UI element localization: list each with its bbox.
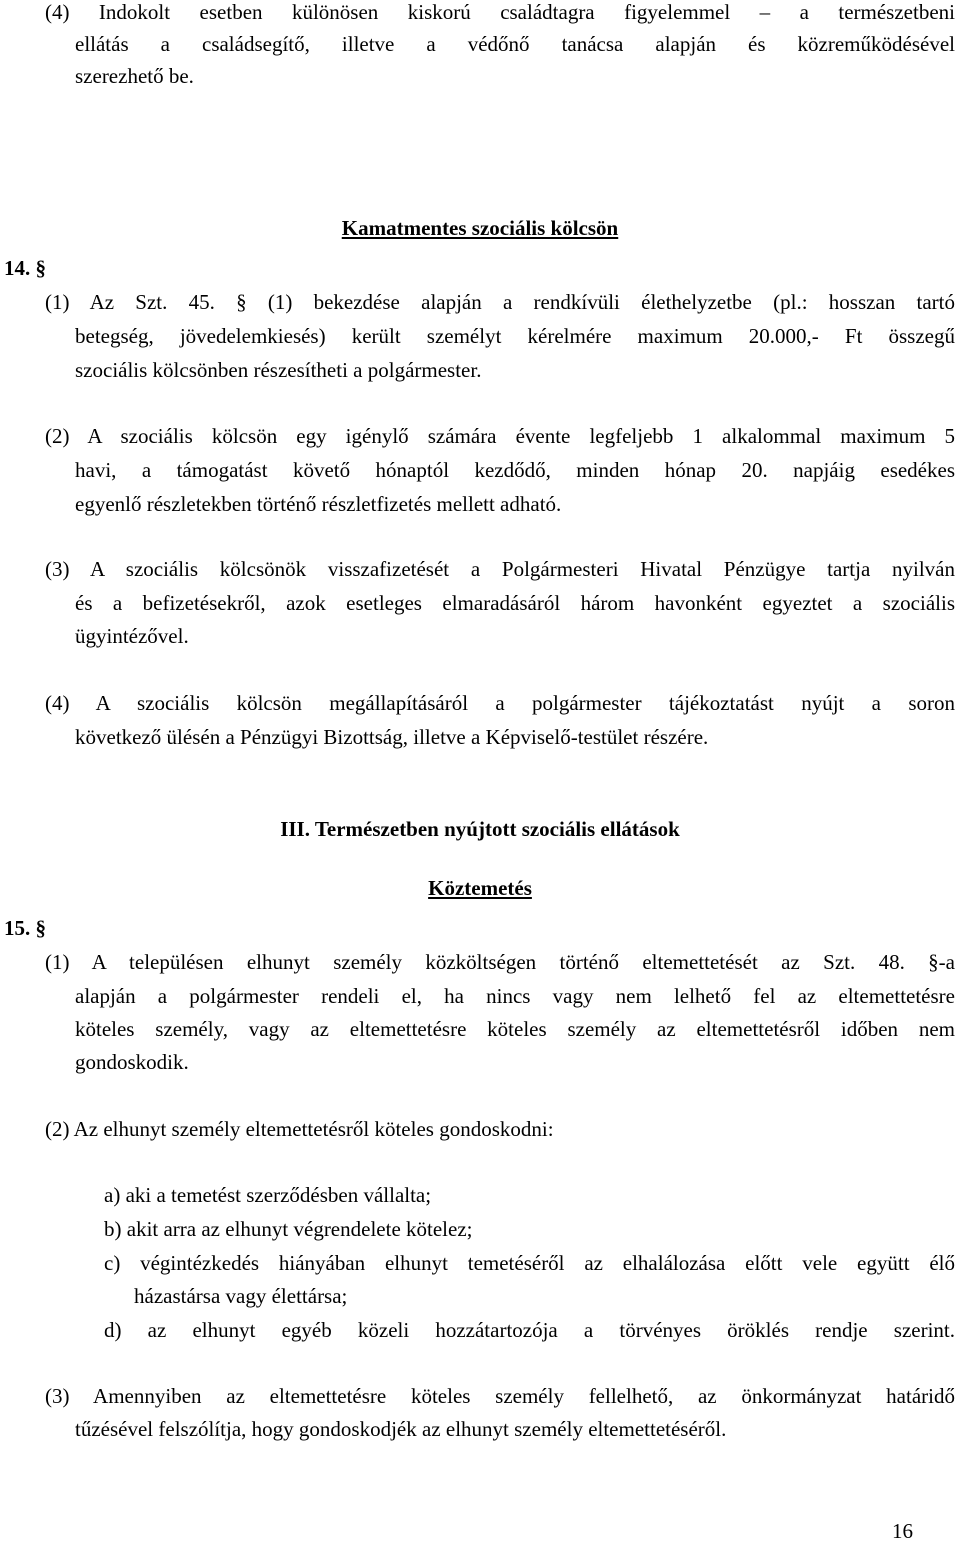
paragraph-line: havi, a támogatást követő hónaptól kezdődő, minden hónap 20. napjáig esedékes	[75, 458, 955, 482]
paragraph-line: köteles személy, vagy az eltemettetésre köteles személy az eltemettetésről időben nem	[75, 1017, 955, 1041]
paragraph-line: (1) A településen elhunyt személy közköltségen történő eltemettetését az Szt. 48. §-a	[45, 950, 955, 974]
paragraph-line: ellátás a családsegítő, illetve a védőnő tanácsa alapján és közreműködésével	[75, 32, 955, 56]
heading-text: III. Természetben nyújtott szociális ellátások	[280, 817, 680, 841]
paragraph-line: szerezhető be.	[75, 64, 194, 88]
section-heading	[0, 216, 960, 240]
list-item-continuation: házastársa vagy élettársa;	[134, 1284, 348, 1308]
paragraph-line: szociális kölcsönben részesítheti a polgármester.	[75, 358, 482, 382]
paragraph-line: (3) Amennyiben az eltemettetésre köteles személy fellelhető, az önkormányzat határidő	[45, 1384, 955, 1408]
part-heading	[0, 817, 960, 841]
paragraph-line: (2) Az elhunyt személy eltemettetésről köteles gondoskodni:	[45, 1117, 554, 1141]
paragraph-line: (4) A szociális kölcsön megállapításáról a polgármester tájékoztatást nyújt a soron	[45, 691, 955, 715]
list-item: d) az elhunyt egyéb közeli hozzátartozója a törvényes öröklés rendje szerint.	[104, 1318, 955, 1342]
list-item: c) végintézkedés hiányában elhunyt temetéséről az elhalálozása előtt vele együtt élő	[104, 1251, 955, 1275]
list-item: b) akit arra az elhunyt végrendelete kötelez;	[104, 1217, 473, 1241]
paragraph-line: (4) Indokolt esetben különösen kiskorú családtagra figyelemmel – a természetbeni	[45, 0, 955, 24]
paragraph-line: (2) A szociális kölcsön egy igénylő számára évente legfeljebb 1 alkalommal maximum 5	[45, 424, 955, 448]
paragraph-line: (3) A szociális kölcsönök visszafizetését a Polgármesteri Hivatal Pénzügye tartja nyilván	[45, 557, 955, 581]
heading-text: Köztemetés	[428, 876, 532, 900]
paragraph-line: betegség, jövedelemkiesés) került személyt kérelmére maximum 20.000,- Ft összegű	[75, 324, 955, 348]
list-item: a) aki a temetést szerződésben vállalta;	[104, 1183, 432, 1207]
paragraph-line: (1) Az Szt. 45. § (1) bekezdése alapján a rendkívüli élethelyzetbe (pl.: hosszan tartó	[45, 290, 955, 314]
paragraph-line: egyenlő részletekben történő részletfizetés mellett adható.	[75, 492, 562, 516]
paragraph-line: ügyintézővel.	[75, 624, 189, 648]
paragraph-line: gondoskodik.	[75, 1050, 189, 1074]
section-number: 15. §	[4, 916, 46, 940]
paragraph-line: és a befizetésekről, azok esetleges elmaradásáról három havonként egyeztet a szociális	[75, 591, 955, 615]
section-number: 14. §	[4, 256, 46, 280]
paragraph-line: tűzésével felszólítja, hogy gondoskodjék az elhunyt személy eltemettetéséről.	[75, 1417, 727, 1441]
paragraph-line: alapján a polgármester rendeli el, ha nincs vagy nem lelhető fel az eltemettetésre	[75, 984, 955, 1008]
page-number: 16	[892, 1519, 913, 1543]
heading-text: Kamatmentes szociális kölcsön	[341, 216, 619, 240]
section-heading	[0, 876, 960, 900]
paragraph-line: következő ülésén a Pénzügyi Bizottság, illetve a Képviselő-testület részére.	[75, 725, 709, 749]
